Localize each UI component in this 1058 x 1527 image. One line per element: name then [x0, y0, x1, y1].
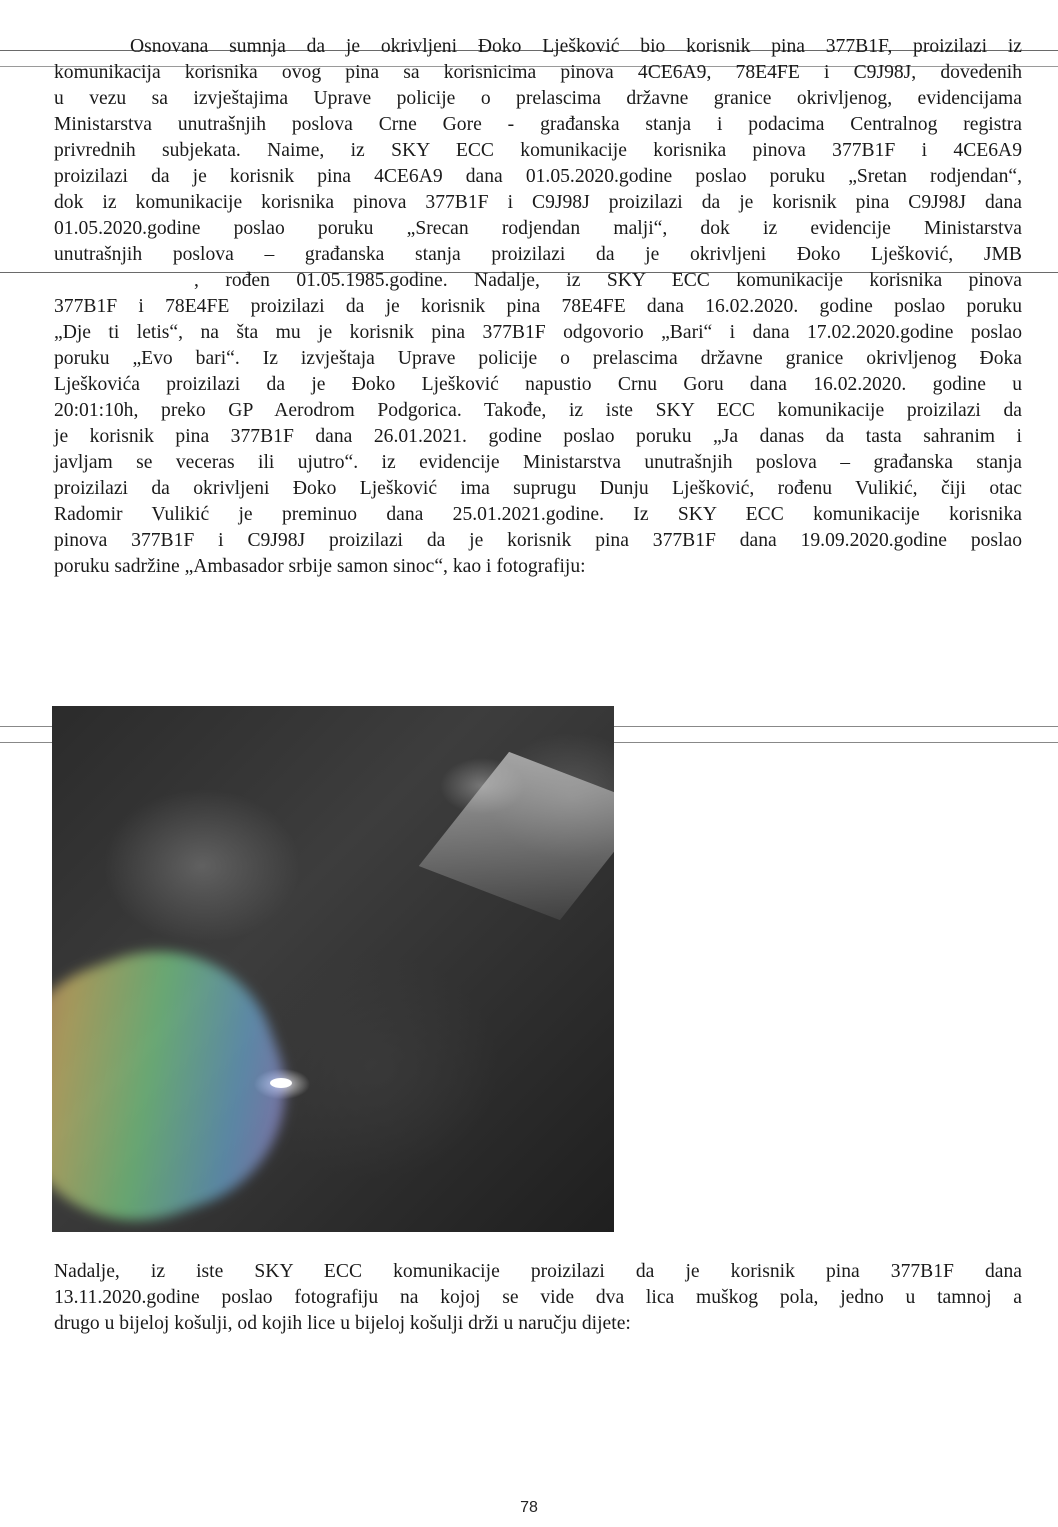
text-line: poruku sadržine „Ambasador srbije samon sinoc“, kao i fotografiju:: [54, 556, 586, 577]
text-line: Ministarstva unutrašnjih poslova Crne Gore - građanska stanja i podacima Centralnog registra: [54, 114, 1022, 135]
evidence-photo: [52, 706, 614, 1232]
text-line: 20:01:10h, preko GP Aerodrom Podgorica. Takođe, iz iste SKY ECC komunikacije proizilazi da: [54, 400, 1022, 421]
text-line: privrednih subjekata. Naime, iz SKY ECC komunikacije korisnika pinova 377B1F i 4CE6A9: [54, 140, 1022, 161]
text-line: 01.05.2020.godine poslao poruku „Srecan rodjendan malji“, dok iz evidencije Ministarstva: [54, 218, 1022, 239]
photo-highlight: [270, 1078, 292, 1088]
text-line: proizilazi da je korisnik pina 4CE6A9 dana 01.05.2020.godine poslao poruku „Sretan rodjendan“,: [54, 166, 1022, 187]
page-number: 78: [520, 1499, 538, 1516]
text-line: proizilazi da okrivljeni Đoko Lješković ima suprugu Dunju Lješković, rođenu Vulikić, čiji otac: [54, 478, 1022, 499]
paragraph-evidence: [54, 34, 1022, 580]
text-line: Nadalje, iz iste SKY ECC komunikacije proizilazi da je korisnik pina 377B1F dana: [54, 1261, 1022, 1282]
text-line: Radomir Vulikić je preminuo dana 25.01.2021.godine. Iz SKY ECC komunikacije korisnika: [54, 504, 1022, 525]
text-line: unutrašnjih poslova – građanska stanja proizilazi da je okrivljeni Đoko Lješković, JMB: [54, 244, 1022, 265]
text-line: 13.11.2020.godine poslao fotografiju na kojoj se vide dva lica muškog pola, jedno u tamnoj a: [54, 1287, 1022, 1308]
text-line: je korisnik pina 377B1F dana 26.01.2021. godine poslao poruku „Ja danas da tasta sahranim i: [54, 426, 1022, 447]
text-line: Osnovana sumnja da je okrivljeni Đoko Lješković bio korisnik pina 377B1F, proizilazi iz: [130, 36, 1022, 57]
photo-bright-panel: [419, 752, 614, 920]
text-line: pinova 377B1F i C9J98J proizilazi da je korisnik pina 377B1F dana 19.09.2020.godine poslao: [54, 530, 1022, 551]
text-line: 377B1F i 78E4FE proizilazi da je korisnik pina 78E4FE dana 16.02.2020. godine poslao poruku: [54, 296, 1022, 317]
text-line: , rođen 01.05.1985.godine. Nadalje, iz SKY ECC komunikacije korisnika pinova: [194, 270, 1022, 291]
paragraph-continued: [54, 1259, 1022, 1337]
text-line: u vezu sa izvještajima Uprave policije o prelascima državne granice okrivljenog, evidencijama: [54, 88, 1022, 109]
text-line: javljam se veceras ili ujutro“. iz evidencije Ministarstva unutrašnjih poslova – građanska stanja: [54, 452, 1022, 473]
text-line: dok iz komunikacije korisnika pinova 377B1F i C9J98J proizilazi da je korisnik pina C9J98J dana: [54, 192, 1022, 213]
text-line: Lješkovića proizilazi da je Đoko Lješković napustio Crnu Goru dana 16.02.2020. godine u: [54, 374, 1022, 395]
text-line: „Dje ti letis“, na šta mu je korisnik pina 377B1F odgovorio „Bari“ i dana 17.02.2020.godine poslao: [54, 322, 1022, 343]
text-line: komunikacija korisnika ovog pina sa korisnicima pinova 4CE6A9, 78E4FE i C9J98J, dovedenih: [54, 62, 1022, 83]
text-line: drugo u bijeloj košulji, od kojih lice u bijeloj košulji drži u naručju dijete:: [54, 1313, 631, 1334]
photo-glare: [52, 918, 318, 1232]
text-line: poruku „Evo bari“. Iz izvještaja Uprave policije o prelascima državne granice okrivljenog Đoka: [54, 348, 1022, 369]
